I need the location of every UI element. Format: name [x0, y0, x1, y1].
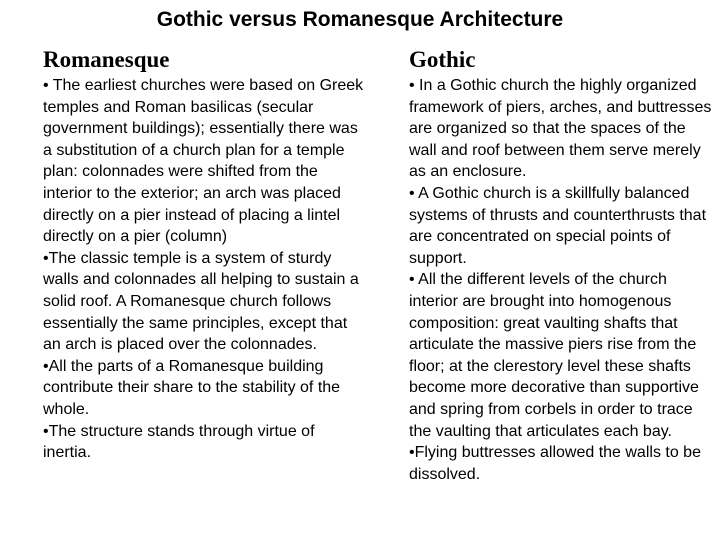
gothic-bullet-3: • All the different levels of the church interior are brought into homogenous composition: great vaulting shafts that articulate the massive piers rise from the floor; at the clerestory level these shafts become more decorative than supportive and spring from corbels in order to trace the vaulting that articulates each bay. — [409, 271, 699, 440]
romanesque-bullet-4: •The structure stands through virtue of inertia. — [43, 422, 315, 462]
romanesque-bullet-3: •All the parts of a Romanesque building contribute their share to the stability of the whole. — [43, 357, 341, 418]
gothic-bullet-1: • In a Gothic church the highly organized framework of piers, arches, and buttresses are organized so that the spaces of the wall and roof between them serve merely as an enclosure. — [409, 77, 712, 181]
gothic-heading: Gothic — [409, 47, 476, 72]
romanesque-column — [43, 46, 365, 464]
romanesque-bullet-1: • The earliest churches were based on Greek temples and Roman basilicas (secular government buildings); essentially there was a substitution of a church plan for a temple plan: colonnades were shifted from the interior to the exterior; an arch was placed directly on a pier instead of placing a lintel directly on a pier (column) — [43, 77, 364, 246]
romanesque-bullet-2: •The classic temple is a system of sturdy walls and colonnades all helping to sustain a solid roof. A Romanesque church follows essentially the same principles, except that an arch is placed over the colonnades. — [43, 249, 359, 354]
page-title: Gothic versus Romanesque Architecture — [156, 8, 564, 31]
gothic-column — [409, 46, 715, 485]
gothic-bullet-list — [409, 75, 715, 485]
gothic-bullet-4: •Flying buttresses allowed the walls to be dissolved. — [409, 444, 701, 483]
romanesque-bullet-list — [43, 75, 365, 464]
gothic-bullet-2: • A Gothic church is a skillfully balanced systems of thrusts and counterthrusts that are concentrated on special points of support. — [409, 184, 707, 267]
romanesque-heading: Romanesque — [43, 47, 170, 72]
